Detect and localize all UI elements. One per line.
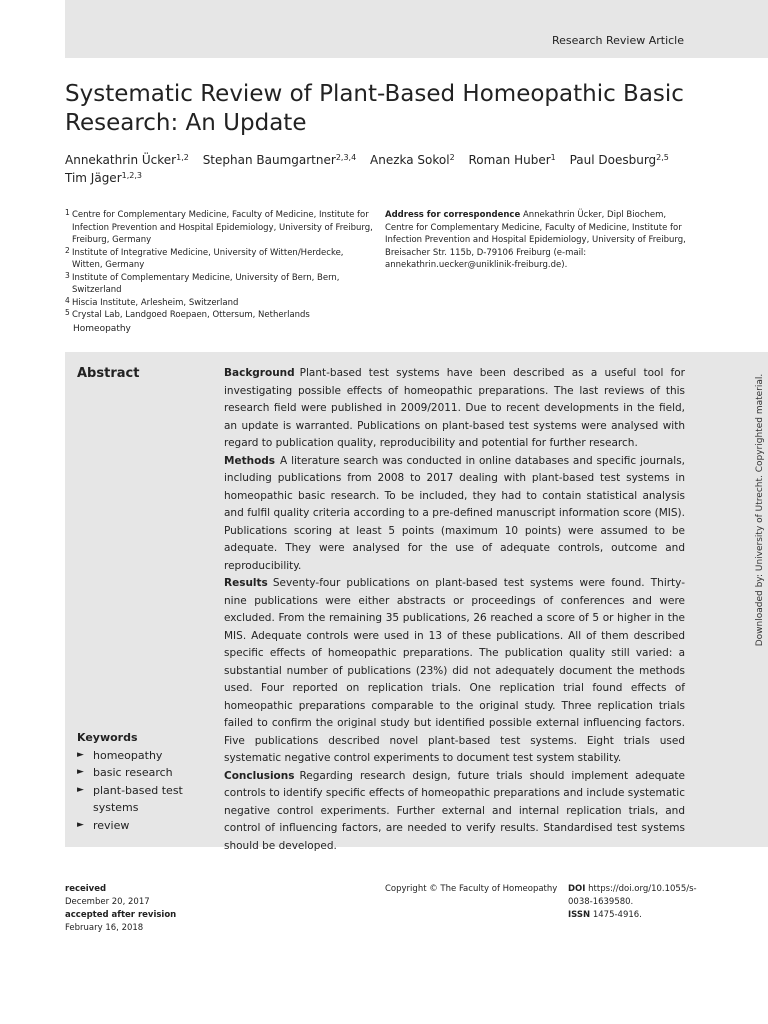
- author[interactable]: Tim Jäger$^{1,2,3}$: [65, 171, 142, 185]
- subject-category: Homeopathy: [73, 324, 131, 334]
- author-list: [65, 151, 705, 187]
- article-dates: [65, 883, 176, 935]
- correspondence-address: [385, 209, 695, 272]
- correspondence-text[interactable]: Annekathrin Ücker, Dipl Biochem, Centre for Complementary Medicine, Faculty of Medicine, Institute for Infection Prevention and Hospital Epidemiology, University of Freiburg, Breisacher Str. 115b, D-79106 Freiburg (e-mail: annekathrin.uecker@uniklinik-freiburg.de).: [385, 210, 686, 270]
- author[interactable]: Anezka Sokol$^2$: [370, 153, 455, 167]
- author[interactable]: Paul Doesburg$^{2,5}$: [569, 153, 669, 167]
- accepted-date: February 16, 2018: [65, 923, 144, 933]
- abstract-results: Results Seventy-four publications on plant-based test systems were found. Thirty-nine publications were either abstracts or proceedings of conferences and were excluded. From the remaining 35 publications, 26 reached a score of 5 or higher in the MIS. Adequate controls were used in 13 of these publications. All of them described specific effects of homeopathic preparations. The publication quality still varied: a substantial number of publications (23%) did not adequately document the methods used. Four reported on replication trials. One replication trial found effects of homeopathic preparations comparable to the original study. Three replication trials failed to confirm the original study but identified possible external influencing factors. Five publications described novel plant-based test systems. Eight trials used systematic negative control experiments to document test system stability.: [224, 577, 685, 764]
- author[interactable]: Annekathrin Ücker$^{1,2}$: [65, 153, 189, 167]
- affiliation: 5 Crystal Lab, Landgoed Roepaen, Ottersum, Netherlands: [65, 308, 310, 320]
- abstract-body: [224, 365, 685, 855]
- download-watermark: Downloaded by: University of Utrecht. Copyrighted material.: [755, 373, 765, 647]
- affiliations: [65, 209, 375, 322]
- keywords: [77, 729, 217, 834]
- doi-line: DOI https://doi.org/10.1055/s-0038-1639580.: [568, 884, 697, 907]
- doi-link[interactable]: https://doi.org/10.1055/s-0038-1639580.: [568, 884, 697, 907]
- abstract-conclusions: Conclusions Regarding research design, future trials should implement adequate controls to identify specific effects of homeopathic preparations and include systematic negative control experiments. Further external and internal replication trials, and control of influencing factors, are needed to verify results. Standardised test systems should be developed.: [224, 769, 685, 852]
- header-bar: [65, 0, 768, 58]
- affiliation: 4 Hiscia Institute, Arlesheim, Switzerland: [65, 295, 239, 308]
- received-label: received: [65, 884, 107, 894]
- keyword-item[interactable]: ► homeopathy: [77, 747, 217, 765]
- affiliation: 3 Institute of Complementary Medicine, University of Bern, Bern, Switzerland: [65, 270, 340, 295]
- affiliation: 1 Centre for Complementary Medicine, Faculty of Medicine, Institute for Infection Prevention and Hospital Epidemiology, University of Freiburg, Freiburg, Germany: [65, 208, 373, 245]
- doi-block: [568, 883, 698, 922]
- abstract-methods: Methods A literature search was conducted in online databases and specific journals, including publications from 2008 to 2017 dealing with plant-based test systems in homeopathic basic research. To be included, they had to contain statistical analysis and fulfil quality criteria according to a pre-defined manuscript information score (MIS). Publications scoring at least 5 points (maximum 10 points) were assumed to be adequate. They were analysed for the use of adequate controls, outcome and reproducibility.: [224, 454, 685, 572]
- arrow-right-icon: ►: [77, 767, 84, 777]
- arrow-right-icon: ►: [77, 749, 84, 760]
- abstract-heading: Abstract: [77, 366, 140, 381]
- keywords-title: Keywords: [77, 731, 138, 744]
- correspondence-label: Address for correspondence: [385, 210, 521, 220]
- author[interactable]: Roman Huber$^1$: [468, 153, 556, 167]
- abstract-background: Background Plant-based test systems have been described as a useful tool for investigating possible effects of homeopathic preparations. The last reviews of this research field were published in 2009/2011. Due to recent developments in the field, an update is warranted. Publications on plant-based test systems were analysed with regard to publication quality, reproducibility and potential for further research.: [224, 367, 685, 449]
- keyword-list: [77, 747, 217, 835]
- keyword-item[interactable]: ► review: [77, 817, 217, 835]
- accepted-label: accepted after revision: [65, 910, 177, 920]
- article-title: Systematic Review of Plant-Based Homeopathic Basic Research: An Update: [65, 81, 684, 136]
- keyword-item[interactable]: ► plant-based test systems: [77, 783, 183, 814]
- issn-line: ISSN 1475-4916.: [568, 910, 642, 920]
- arrow-right-icon: ►: [77, 819, 84, 830]
- affiliation: 2 Institute of Integrative Medicine, University of Witten/Herdecke, Witten, Germany: [65, 245, 344, 270]
- received-date: December 20, 2017: [65, 897, 150, 907]
- arrow-right-icon: ►: [77, 784, 84, 795]
- copyright-notice: Copyright © The Faculty of Homeopathy: [385, 884, 558, 894]
- keyword-item[interactable]: ► basic research: [77, 764, 217, 782]
- article-type: Research Review Article: [552, 34, 684, 47]
- author[interactable]: Stephan Baumgartner$^{2,3,4}$: [202, 153, 357, 167]
